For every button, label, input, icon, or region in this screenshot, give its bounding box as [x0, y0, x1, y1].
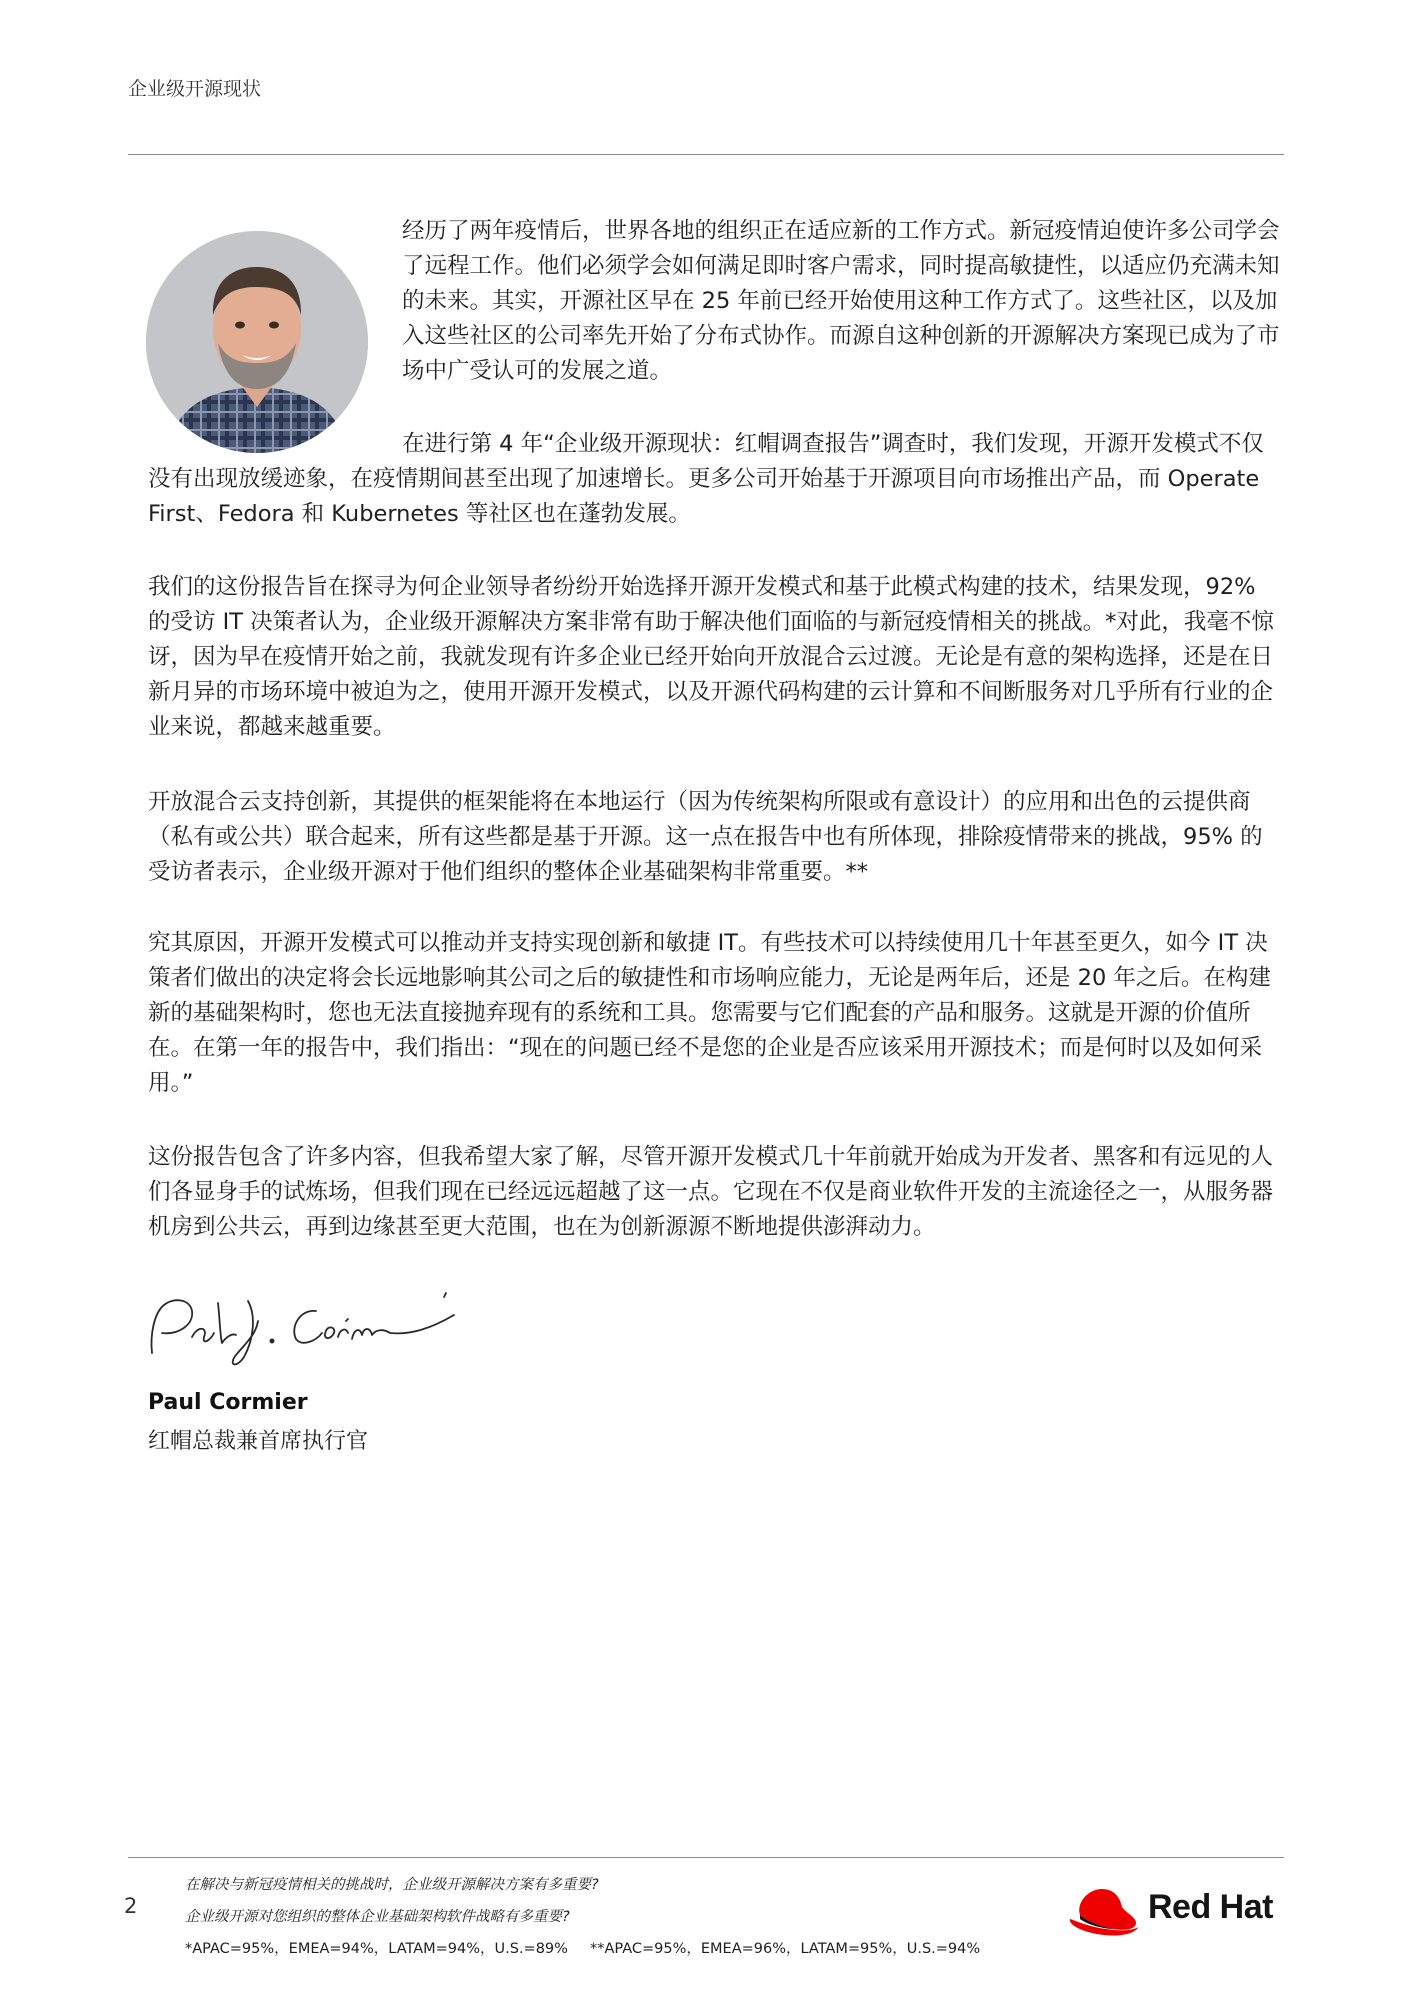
author-name: Paul Cormier	[148, 1390, 308, 1415]
paragraph-innovation-agility: 究其原因，开源开发模式可以推动并支持实现创新和敏捷 IT。有些技术可以持续使用几十年甚至更久，如今 IT 决策者们做出的决定将会长远地影响其公司之后的敏捷性和市场响应能力，无论是两年后，还是 20 年之后。在构建新的基础架构时，您也无法直接抛弃现有的系统和工具。您需要与它们配套的产品和服务。这就是开源的价值所在。在第一年的报告中，我们指出：“现在的问题已经不是您的企业是否应该采用开源技术；而是何时以及如何采用。”	[148, 930, 1271, 1096]
footnote-stats-2: **APAC=95%，EMEA=96%，LATAM=95%，U.S.=94%	[589, 1941, 981, 1957]
footnote-question-2: 企业级开源对您组织的整体企业基础架构软件战略有多重要?	[185, 1909, 570, 1925]
footer-divider	[128, 1857, 1284, 1858]
footnote-statistics	[185, 1937, 980, 1958]
running-header: 企业级开源现状	[128, 78, 262, 100]
paragraph-report-findings: 我们的这份报告旨在探寻为何企业领导者纷纷开始选择开源开发模式和基于此模式构建的技术，结果发现，92% 的受访 IT 决策者认为，企业级开源解决方案非常有助于解决他们面临的与新冠疫情相关的挑战。*对此，我毫不惊讶，因为早在疫情开始之前，我就发现有许多企业已经开始向开放混合云过渡。无论是有意的架构选择，还是在日新月异的市场环境中被迫为之，使用开源开发模式，以及开源代码构建的云计算和不间断服务对几乎所有行业的企业来说，都越来越重要。	[148, 574, 1274, 740]
footnote-stats-1: *APAC=95%，EMEA=94%，LATAM=94%，U.S.=89%	[185, 1941, 568, 1957]
portrait-illustration	[146, 231, 368, 453]
page-number: 2	[124, 1894, 138, 1918]
logo-wordmark: Red Hat	[1148, 1888, 1273, 1926]
handwritten-signature	[140, 1275, 460, 1389]
red-hat-icon	[1066, 1885, 1140, 1937]
paragraph-conclusion: 这份报告包含了许多内容，但我希望大家了解，尽管开源开发模式几十年前就开始成为开发者、黑客和有远见的人们各显身手的试炼场，但我们现在已经远远超越了这一点。它现在不仅是商业软件开发的主流途径之一，从服务器机房到公共云，再到边缘甚至更大范围，也在为创新源源不断地提供澎湃动力。	[148, 1144, 1274, 1240]
intro-paragraph-second	[148, 427, 1280, 532]
header-divider	[128, 154, 1284, 155]
footnote-question-1: 在解决与新冠疫情相关的挑战时，企业级开源解决方案有多重要?	[185, 1877, 599, 1893]
author-portrait	[146, 231, 368, 453]
author-title: 红帽总裁兼首席执行官	[148, 1429, 369, 1454]
intro-paragraph-first: 经历了两年疫情后，世界各地的组织正在适应新的工作方式。新冠疫情迫使许多公司学会了远程工作。他们必须学会如何满足即时客户需求，同时提高敏捷性，以适应仍充满未知的未来。其实，开源社区早在 25 年前已经开始使用这种工作方式了。这些社区，以及加入这些社区的公司率先开始了分布式协作。而源自这种创新的开源解决方案现已成为了市场中广受认可的发展之道。	[402, 218, 1280, 384]
paragraph-open-hybrid-cloud: 开放混合云支持创新，其提供的框架能将在本地运行（因为传统架构所限或有意设计）的应用和出色的云提供商（私有或公共）联合起来，所有这些都是基于开源。这一点在报告中也有所体现，排除疫情带来的挑战，95% 的受访者表示，企业级开源对于他们组织的整体企业基础架构非常重要。**	[148, 789, 1263, 885]
intro-paragraph-second-text: 在进行第 4 年“企业级开源现状：红帽调查报告”调查时，我们发现，开源开发模式不仅没有出现放缓迹象，在疫情期间甚至出现了加速增长。更多公司开始基于开源项目向市场推出产品，而 Operate First、Fedora 和 Kubernetes 等社区也在蓬勃发展。	[148, 431, 1264, 527]
